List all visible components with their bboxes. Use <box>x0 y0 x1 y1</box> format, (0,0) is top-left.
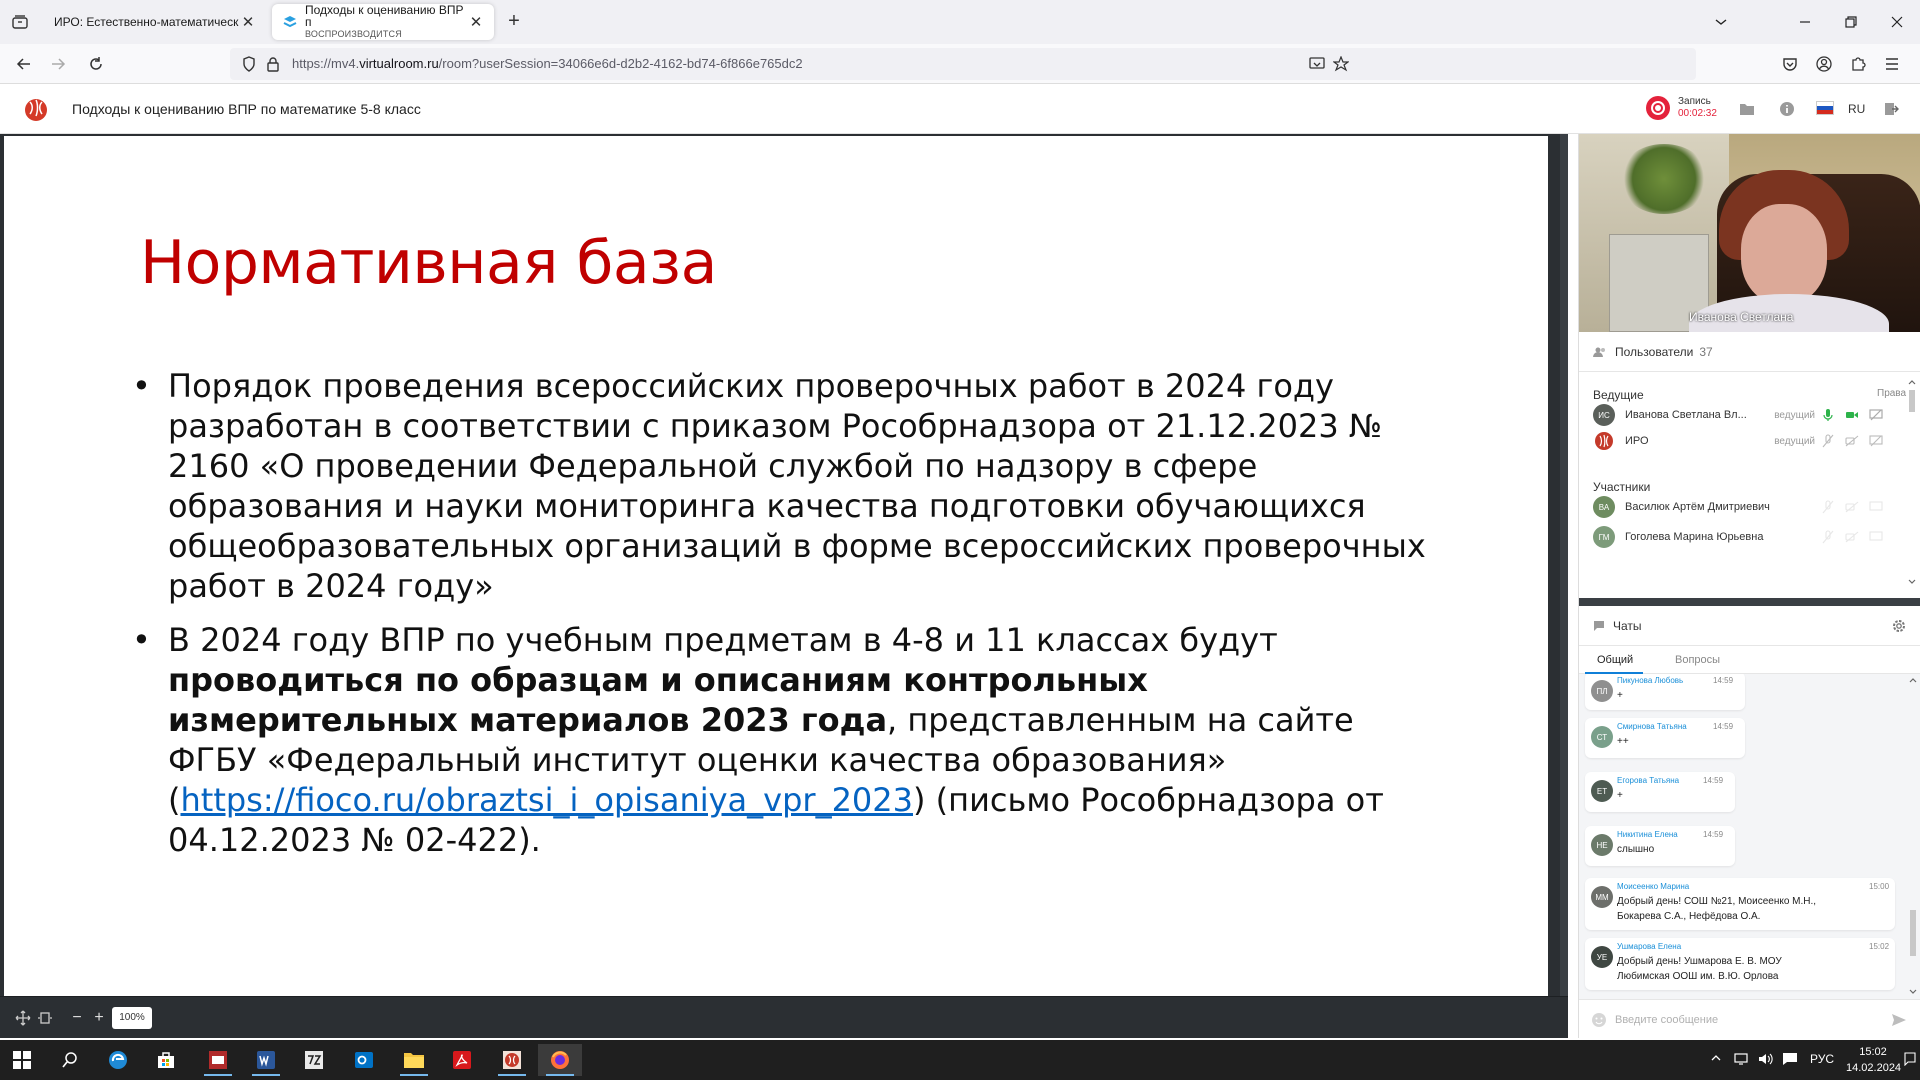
speaker-tab-icon <box>282 15 298 29</box>
iro-logo-icon <box>501 1049 523 1071</box>
user-name: Василюк Артём Дмитриевич <box>1625 501 1770 513</box>
forward-button[interactable] <box>46 52 70 76</box>
clock-time: 15:02 <box>1859 1046 1887 1058</box>
message-text: + <box>1617 690 1623 701</box>
hosts-label: Ведущие <box>1593 388 1644 402</box>
microphone-off-icon <box>1817 529 1839 545</box>
message-author: Моисеенко Марина <box>1617 882 1690 891</box>
chat-scrollbar[interactable] <box>1907 674 1919 999</box>
chat-message <box>1585 938 1895 990</box>
bullet-text: В 2024 году ВПР по учебным предметам в 4-8 и 11 классах будут <box>168 621 1278 659</box>
user-name: Иванова Светлана Вл... <box>1625 409 1747 421</box>
word-icon <box>255 1049 277 1071</box>
message-author: Егорова Татьяна <box>1617 776 1680 785</box>
presentation-toolbar <box>0 996 1568 1038</box>
avatar: ММ <box>1591 886 1613 908</box>
action-center-icon[interactable] <box>1904 1052 1916 1069</box>
right-panel <box>1578 134 1920 1038</box>
chat-message-input[interactable] <box>1615 1010 1875 1030</box>
record-timer: 00:02:32 <box>1678 108 1717 119</box>
message-time: 15:00 <box>1869 882 1890 891</box>
microphone-icon[interactable] <box>1817 407 1839 423</box>
taskbar-outlook[interactable] <box>342 1044 386 1076</box>
participants-label: Участники <box>1593 480 1651 494</box>
screen-share-off-icon[interactable] <box>1865 407 1887 423</box>
camera-off-icon <box>1841 499 1863 515</box>
windows-taskbar <box>0 1040 1920 1080</box>
extensions-button[interactable] <box>1846 52 1870 76</box>
microphone-off-icon[interactable] <box>1817 433 1839 449</box>
users-icon <box>1593 346 1607 358</box>
fioco-link[interactable]: https://fioco.ru/obraztsi_i_opisaniya_vpr_2023 <box>180 781 913 819</box>
record-button[interactable] <box>1646 96 1717 120</box>
taskbar-word[interactable] <box>244 1044 288 1076</box>
chats-header <box>1579 606 1920 646</box>
pocket-icon <box>1782 56 1798 72</box>
folder-icon <box>1739 102 1755 116</box>
exit-button[interactable] <box>1880 98 1902 120</box>
screen-share-icon[interactable] <box>1308 55 1326 73</box>
account-icon <box>1816 56 1832 72</box>
avatar: ГМ <box>1593 526 1615 548</box>
slide-bullets <box>132 366 1432 874</box>
chat-message <box>1585 826 1735 866</box>
users-count: 37 <box>1699 344 1713 359</box>
url-text <box>292 56 803 71</box>
archive-icon <box>303 1049 325 1071</box>
message-line: Добрый день! Ушмарова Е. В. МОУ <box>1617 956 1782 967</box>
network-icon[interactable] <box>1734 1052 1750 1069</box>
lock-icon[interactable] <box>264 55 282 73</box>
user-row[interactable] <box>1579 426 1909 456</box>
message-text: + <box>1617 790 1623 801</box>
volume-icon[interactable] <box>1758 1052 1774 1069</box>
message-text: слышно <box>1617 844 1655 855</box>
taskbar-store[interactable] <box>144 1044 188 1076</box>
shield-icon[interactable] <box>240 55 258 73</box>
avatar: ВА <box>1593 496 1615 518</box>
firefox-icon <box>549 1049 571 1071</box>
clock-date: 14.02.2024 <box>1846 1062 1902 1074</box>
menu-button[interactable] <box>1880 52 1904 76</box>
avatar: ИС <box>1593 404 1615 426</box>
account-button[interactable] <box>1812 52 1836 76</box>
users-title: Пользователи <box>1615 344 1694 359</box>
pocket-button[interactable] <box>1778 52 1802 76</box>
message-line: Любимская ООШ им. В.Ю. Орлова <box>1617 971 1779 982</box>
tab-questions[interactable]: Вопросы <box>1675 654 1721 666</box>
iro-logo-icon <box>22 96 50 122</box>
system-clock[interactable] <box>1846 1044 1900 1076</box>
iro-logo-icon <box>1593 430 1615 452</box>
pan-button[interactable] <box>12 1007 34 1029</box>
zoom-out-button[interactable]: − <box>72 1009 82 1026</box>
message-time: 14:59 <box>1713 722 1734 731</box>
bullet-text: ) (письмо Рособрнадзора от 04.12.2023 № 02-422). <box>168 781 1384 859</box>
arrow-right-icon <box>50 57 66 71</box>
new-tab-button[interactable]: + <box>508 10 520 32</box>
avatar: ЕТ <box>1591 780 1613 802</box>
edge-icon <box>108 1050 128 1070</box>
url-host: virtualroom.ru <box>359 56 439 71</box>
room-title: Подходы к оцениванию ВПР по математике 5-8 класс <box>72 101 421 117</box>
message-author: Пикунова Любовь <box>1617 676 1684 685</box>
message-time: 14:59 <box>1703 830 1724 839</box>
presentation-stage <box>0 134 1568 996</box>
speaker-name: Иванова Светлана <box>1689 310 1794 324</box>
tab-list-icon <box>12 15 28 29</box>
message-line: Добрый день! СОШ №21, Моисеенко М.Н., <box>1617 896 1817 907</box>
puzzle-icon <box>1850 56 1866 72</box>
move-icon <box>15 1010 31 1026</box>
back-button[interactable] <box>12 52 36 76</box>
user-role: ведущий <box>1774 409 1815 421</box>
browser-tab-iro[interactable] <box>44 4 266 40</box>
message-author: Смирнова Татьяна <box>1617 722 1687 731</box>
restore-icon <box>1845 16 1857 28</box>
browser-tab-bar <box>0 0 1920 44</box>
users-scrollbar[interactable] <box>1907 378 1917 588</box>
send-icon[interactable] <box>1891 1013 1907 1027</box>
start-button[interactable] <box>0 1044 44 1076</box>
bullet-bold-text: проводиться по образцам и описаниям контрольных измерительных материалов 2023 года <box>168 661 1148 739</box>
windows-logo-icon <box>13 1051 31 1069</box>
url-prefix: https://mv4. <box>292 56 360 71</box>
taskbar-firefox[interactable] <box>538 1044 582 1076</box>
message-text <box>1617 894 1816 924</box>
bookmark-star-icon[interactable] <box>1332 55 1350 73</box>
fit-width-icon <box>37 1010 53 1026</box>
user-name: ИРО <box>1625 435 1649 447</box>
language-selector[interactable]: RU <box>1848 102 1866 116</box>
russian-flag-icon[interactable] <box>1816 101 1834 115</box>
close-tab-icon[interactable]: ✕ <box>241 14 255 31</box>
taskbar-edge[interactable] <box>96 1044 140 1076</box>
microphone-off-icon <box>1817 499 1839 515</box>
folder-icon <box>403 1050 425 1070</box>
minimize-icon <box>1799 16 1811 28</box>
user-role: ведущий <box>1774 435 1815 447</box>
rights-label: Права <box>1877 388 1907 399</box>
search-button[interactable] <box>48 1044 92 1076</box>
chat-icon <box>1593 620 1605 632</box>
info-icon <box>1779 101 1795 117</box>
stage-scrollbar[interactable] <box>1560 134 1568 996</box>
close-tab-icon[interactable]: ✕ <box>469 14 483 31</box>
camera-off-icon[interactable] <box>1841 433 1863 449</box>
browser-tab-vpr[interactable] <box>272 4 494 40</box>
tab-title: ИРО: Естественно-математическ <box>54 15 239 29</box>
app-header <box>0 84 1920 134</box>
bullet-item <box>132 366 1432 606</box>
taskbar-iro-app[interactable] <box>490 1044 534 1076</box>
record-label: Запись <box>1678 96 1711 107</box>
chat-message <box>1585 878 1895 930</box>
browser-nav-bar <box>0 44 1920 84</box>
bullet-item <box>132 620 1432 860</box>
taskbar-pdf-app[interactable] <box>196 1044 240 1076</box>
close-icon <box>1891 16 1903 28</box>
users-header[interactable] <box>1579 332 1920 372</box>
chat-messages <box>1579 674 1920 999</box>
chat-message <box>1585 718 1745 758</box>
restore-button[interactable] <box>1828 6 1874 38</box>
zoom-in-button[interactable]: + <box>94 1009 104 1026</box>
avatar: ПЛ <box>1591 680 1613 702</box>
avatar: СТ <box>1591 726 1613 748</box>
message-time: 14:59 <box>1703 776 1724 785</box>
chevron-down-icon <box>1714 17 1728 27</box>
bullet-text: , представленным на сайте ФГБУ «Федеральный институт оценки качества образования» ( <box>168 701 1354 819</box>
camera-off-icon <box>1841 529 1863 545</box>
message-text <box>1617 954 1782 984</box>
close-window-button[interactable] <box>1874 6 1920 38</box>
user-name: Гоголева Марина Юрьевна <box>1625 531 1764 543</box>
url-path: /room?userSession=34066e6d-d2b2-4162-bd74-6f866e765dc2 <box>438 56 803 71</box>
chat-tabs <box>1579 646 1920 674</box>
zoom-level[interactable]: 100% <box>112 1007 152 1029</box>
tab-title: Подходы к оцениванию ВПР п <box>305 4 464 29</box>
slide <box>4 136 1548 996</box>
chats-panel <box>1579 598 1920 1038</box>
acrobat-icon <box>451 1049 473 1071</box>
reload-icon <box>88 56 104 72</box>
outlook-icon <box>353 1049 375 1071</box>
arrow-left-icon <box>16 57 32 71</box>
record-icon <box>1646 96 1670 120</box>
exit-icon <box>1883 101 1899 117</box>
taskbar-acrobat[interactable] <box>440 1044 484 1076</box>
emoji-icon[interactable] <box>1591 1012 1607 1028</box>
camera-icon[interactable] <box>1841 407 1863 423</box>
screen-share-off-icon <box>1865 499 1887 515</box>
taskbar-explorer[interactable] <box>392 1044 436 1076</box>
chat-message <box>1585 674 1745 710</box>
screen-share-off-icon[interactable] <box>1865 433 1887 449</box>
tab-playing-label: ВОСПРОИЗВОДИТСЯ <box>305 29 402 39</box>
avatar: УЕ <box>1591 946 1613 968</box>
fit-button[interactable] <box>34 1007 56 1029</box>
search-icon <box>61 1051 79 1069</box>
tab-overflow-button[interactable] <box>1698 6 1744 38</box>
tab-list-button[interactable] <box>8 10 32 34</box>
hamburger-icon <box>1884 57 1900 71</box>
tray-overflow-icon[interactable] <box>1710 1052 1722 1066</box>
message-time: 14:59 <box>1713 676 1734 685</box>
taskbar-7zip[interactable] <box>292 1044 336 1076</box>
store-icon <box>156 1051 176 1069</box>
files-button[interactable] <box>1736 98 1758 120</box>
address-bar[interactable] <box>230 48 1696 80</box>
users-list <box>1579 374 1920 598</box>
message-author: Никитина Елена <box>1617 830 1678 839</box>
chat-composer <box>1579 999 1920 1039</box>
chat-message <box>1585 772 1735 812</box>
reload-button[interactable] <box>84 52 108 76</box>
slide-title: Нормативная база <box>140 228 717 298</box>
message-time: 15:02 <box>1869 942 1890 951</box>
chats-title: Чаты <box>1613 618 1642 633</box>
pdf-app-icon <box>207 1049 229 1071</box>
avatar: НЕ <box>1591 834 1613 856</box>
user-row[interactable] <box>1579 522 1909 552</box>
info-button[interactable] <box>1776 98 1798 120</box>
screen-share-off-icon <box>1865 529 1887 545</box>
tab-general[interactable]: Общий <box>1597 654 1634 666</box>
speaker-video[interactable] <box>1579 134 1920 332</box>
settings-gear-icon[interactable] <box>1891 618 1907 634</box>
notification-message-icon[interactable] <box>1782 1052 1798 1069</box>
message-author: Ушмарова Елена <box>1617 942 1682 951</box>
bullet-text: Порядок проведения всероссийских проверочных работ в 2024 году разработан в соответствии с приказом Рособрнадзора от 21.12.2023 № 2160 «О проведении Федеральной службой по надзору в сфере образования и науки мониторинга качества подготовки обучающихся общеобразовательных организаций в форме всероссийских проверочных работ в 2024 году» <box>168 367 1426 605</box>
message-text: ++ <box>1617 736 1629 747</box>
user-row[interactable] <box>1579 492 1909 522</box>
input-language[interactable]: РУС <box>1810 1052 1835 1066</box>
message-line: Бокарева С.А., Нефёдова О.А. <box>1617 911 1761 922</box>
minimize-button[interactable] <box>1782 6 1828 38</box>
